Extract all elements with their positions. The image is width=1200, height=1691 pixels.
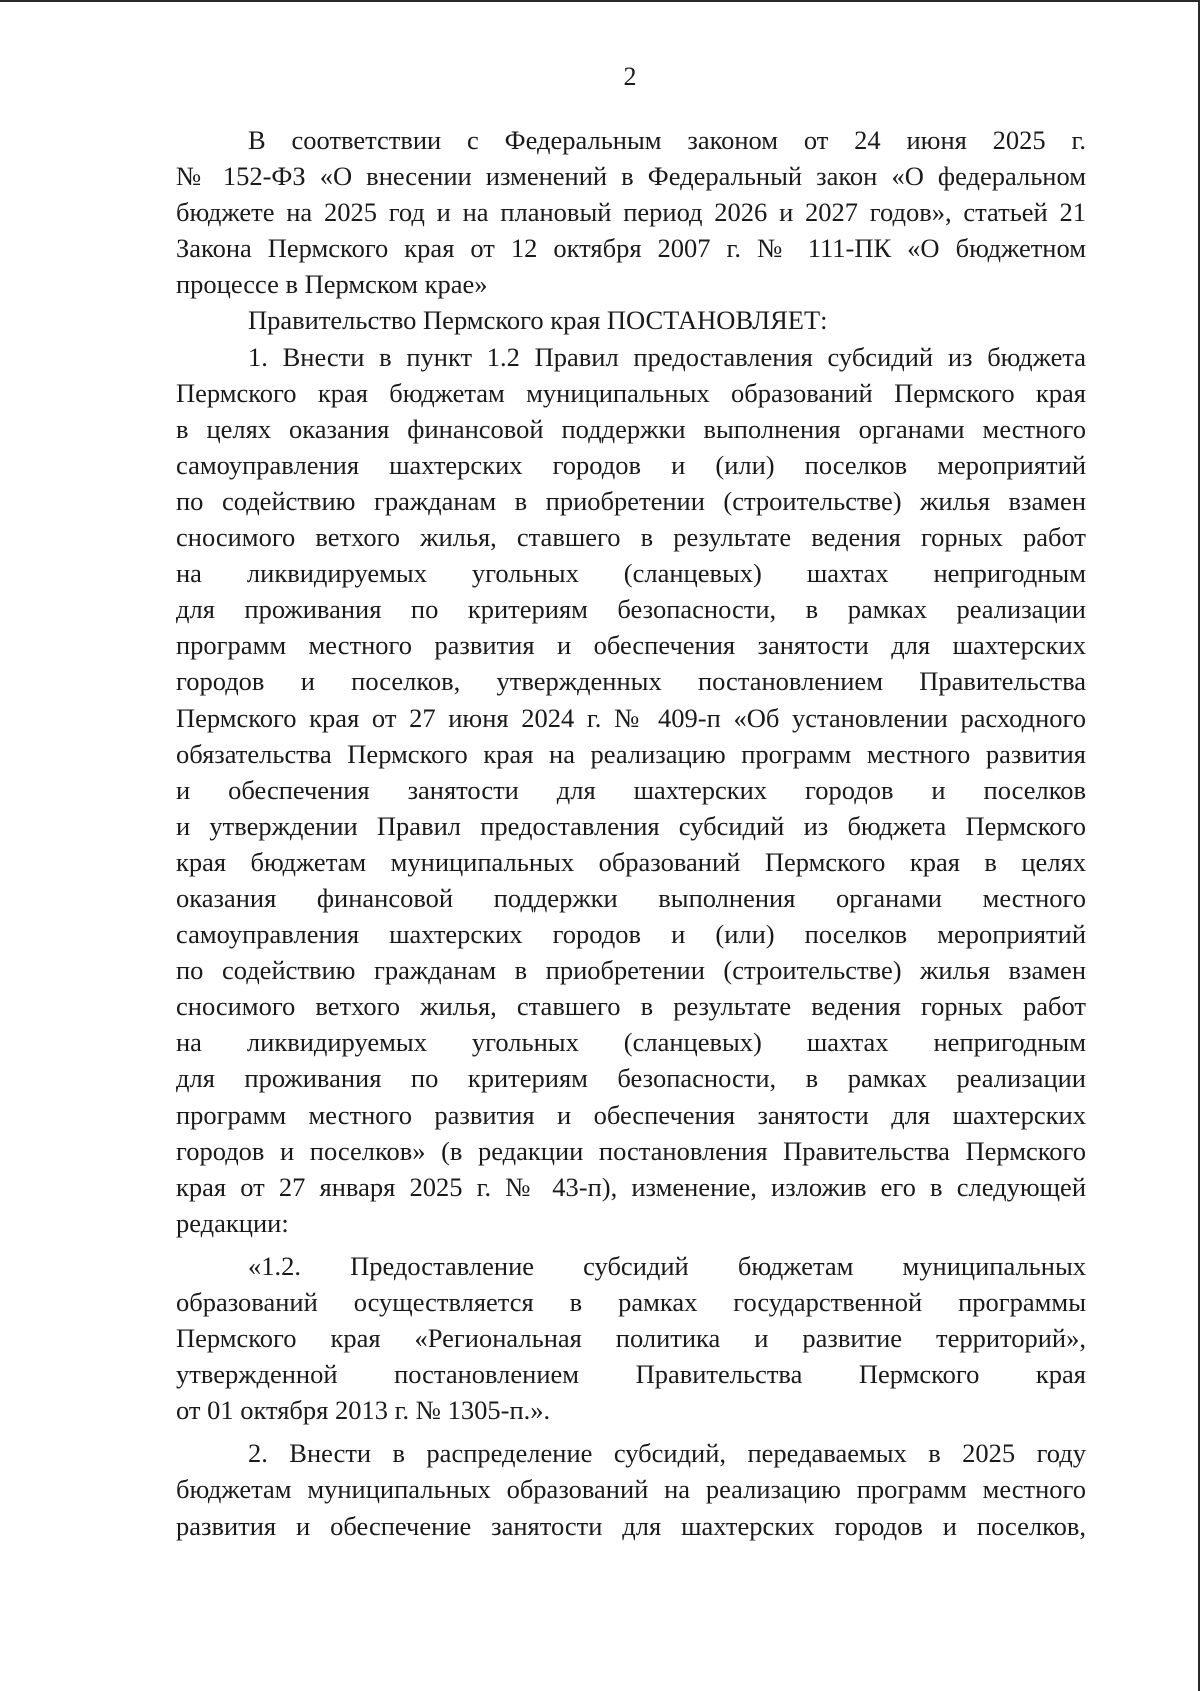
scan-edge-top — [0, 0, 1200, 2]
text-line: № 152-ФЗ «О внесении изменений в Федеральный закон «О федеральном — [176, 161, 1086, 192]
text-line: городов и поселков, утвержденных постановлением Правительства — [176, 666, 1086, 697]
text-line: Пермского края «Региональная политика и развитие территорий», — [176, 1323, 1086, 1354]
text-line: сносимого ветхого жилья, ставшего в результате ведения горных работ — [176, 522, 1086, 553]
text-line: на ликвидируемых угольных (сланцевых) шахтах непригодным — [176, 558, 1086, 589]
text-line: самоуправления шахтерских городов и (или) поселков мероприятий — [176, 449, 1086, 480]
text-line: «1.2. Предоставление субсидий бюджетам муниципальных — [248, 1250, 1086, 1281]
text-line: городов и поселков» (в редакции постановления Правительства Пермского — [176, 1135, 1086, 1166]
text-line: В соответствии с Федеральным законом от 24 июня 2025 г. — [248, 125, 1086, 155]
text-line: самоуправления шахтерских городов и (или) поселков мероприятий — [176, 919, 1086, 950]
text-line: края от 27 января 2025 г. № 43-п), изменение, изложив его в следующей — [176, 1171, 1086, 1202]
text-line: по содействию гражданам в приобретении (строительстве) жилья взамен — [176, 485, 1086, 516]
text-line: Пермского края от 27 июня 2024 г. № 409-п «Об установлении расходного — [176, 702, 1086, 733]
text-line: и утверждении Правил предоставления субсидий из бюджета Пермского — [176, 810, 1086, 841]
text-line: процессе в Пермском крае» — [176, 269, 488, 300]
text-line: развития и обеспечение занятости для шахтерских городов и поселков, — [176, 1510, 1086, 1541]
text-line: и обеспечения занятости для шахтерских городов и поселков — [176, 774, 1086, 805]
text-line: на ликвидируемых угольных (сланцевых) шахтах непригодным — [176, 1027, 1086, 1058]
text-line: для проживания по критериям безопасности, в рамках реализации — [176, 594, 1086, 625]
text-line: Пермского края бюджетам муниципальных образований Пермского края — [176, 377, 1086, 408]
text-line: 1. Внести в пункт 1.2 Правил предоставления субсидий из бюджета — [248, 341, 1086, 372]
body-text — [176, 122, 1086, 1544]
text-line: редакции: — [176, 1207, 289, 1238]
text-line: обязательства Пермского края на реализацию программ местного развития — [176, 738, 1086, 769]
text-line: от 01 октября 2013 г. № 1305-п.». — [176, 1395, 551, 1426]
text-line: оказания финансовой поддержки выполнения органами местного — [176, 882, 1086, 913]
text-line: бюджете на 2025 год и на плановый период 2026 и 2027 годов», статьей 21 — [176, 197, 1086, 228]
page-number: 2 — [623, 62, 637, 91]
text-line: Правительство Пермского края ПОСТАНОВЛЯЕТ: — [248, 305, 828, 336]
text-line: края бюджетам муниципальных образований Пермского края в целях — [176, 846, 1086, 877]
text-line: программ местного развития и обеспечения занятости для шахтерских — [176, 1099, 1086, 1130]
text-line: сносимого ветхого жилья, ставшего в результате ведения горных работ — [176, 991, 1086, 1022]
text-line: программ местного развития и обеспечения занятости для шахтерских — [176, 630, 1086, 661]
text-line: бюджетам муниципальных образований на реализацию программ местного — [176, 1474, 1086, 1505]
text-line: Закона Пермского края от 12 октября 2007 г. № 111-ПК «О бюджетном — [176, 233, 1086, 264]
text-line: 2. Внести в распределение субсидий, передаваемых в 2025 году — [248, 1438, 1086, 1469]
text-line: утвержденной постановлением Правительства Пермского края — [176, 1359, 1086, 1390]
text-line: по содействию гражданам в приобретении (строительстве) жилья взамен — [176, 955, 1086, 986]
text-line: в целях оказания финансовой поддержки выполнения органами местного — [176, 413, 1086, 444]
text-line: для проживания по критериям безопасности, в рамках реализации — [176, 1063, 1086, 1094]
text-line: образований осуществляется в рамках государственной программы — [176, 1287, 1086, 1317]
